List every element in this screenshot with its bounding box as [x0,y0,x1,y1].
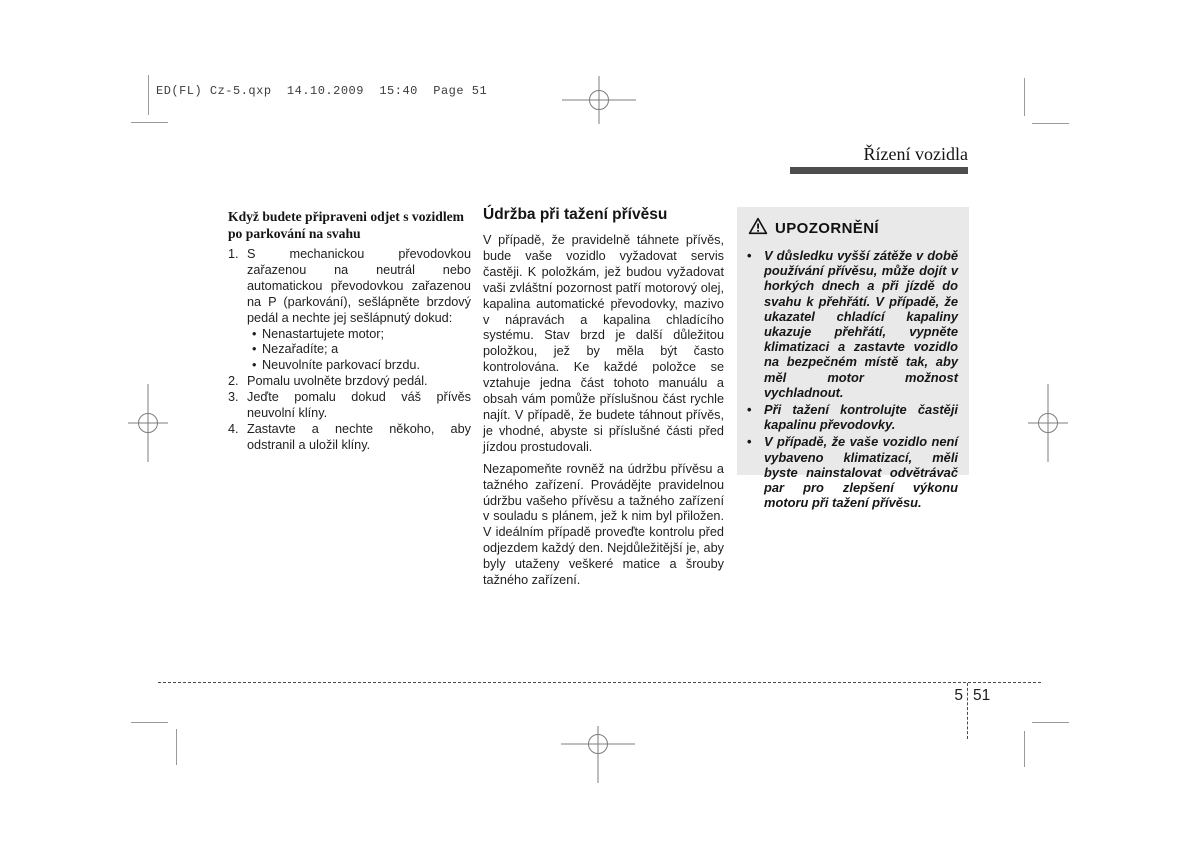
caution-bullet-text: V případě, že vaše vozidlo není vybaveno klimatizací, měli byste nainstalovat odvětrávač par pro zlepšení výkonu motoru při tažení přívěsu. [764,434,958,511]
list-number: 2. [228,374,239,389]
bullet-marker: • [747,248,752,263]
caution-bullet-item [747,248,958,400]
list-number: 3. [228,390,239,405]
bullet-marker: • [252,358,257,373]
crop-mark [1024,731,1025,767]
caution-bullet-item [747,434,958,510]
warning-icon [748,217,768,240]
list-item-text: Pomalu uvolněte brzdový pedál. [247,374,428,389]
list-item [228,390,471,422]
caution-bullet-item [747,402,958,432]
caution-bullet-text: Při tažení kontrolujte častěji kapalinu převodovky. [764,402,958,433]
registration-mark-icon [561,726,635,783]
caution-bullet-text: V důsledku vyšší zátěže v době používání přívěsu, může dojít v horkých dnech a při jízdě do svahu k přehřátí. V případě, že ukazatel chladící kapaliny ukazuje přehřátí, vypněte klimatizaci a zastavte vozidlo na bezpečném místě tak, aby měl motor možnost vychladnout. [764,248,958,400]
section-heading-maintenance: Údržba při tažení přívěsu [483,206,668,223]
bullet-text: Neuvolníte parkovací brzdu. [262,358,420,373]
bullet-item [228,327,471,343]
list-item-text: Jeďte pomalu dokud váš přívěs neuvolní klíny. [247,390,471,421]
crop-mark [131,722,168,723]
footer-rule [158,682,1041,683]
list-item-text: S mechanickou převodovkou zařazenou na neutrál nebo automatickou převodovkou zařazenou na P (parkování), sešlápněte brzdový pedál a nechte jej sešlápnutý dokud: [247,247,471,325]
list-number: 4. [228,421,239,436]
bullet-item [228,342,471,358]
crop-mark [1032,722,1069,723]
bullet-text: Nenastartujete motor; [262,326,384,341]
caution-title [748,217,958,240]
caution-box [737,207,969,511]
list-number: 1. [228,247,239,261]
bullet-text: Nezařadíte; a [262,342,339,357]
list-item [228,247,471,327]
paragraph: V případě, že pravidelně táhnete přívěs, bude vaše vozidlo vyžadovat servis častěji. K položkám, jež budou vyžadovat vaši zvláštní pozornost patří motorový olej, kapalina automatické převodovky, mazivo v nápravách a kapalina chladícího systému. Stav brzd je další důležitou položkou, jež by měla být často kontrolována. Ke každé položce se vztahuje jedna část tohoto manuálu a obsah vám pomůže příslušnou část rychle najít. V případě, že budete táhnout přívěs, je vhodné, abyste si příslušné části před jízdou prostudovali. [483,233,724,454]
bullet-marker: • [747,434,752,450]
bullet-item [228,358,471,374]
print-slug: ED(FL) Cz-5.qxp 14.10.2009 15:40 Page 51 [156,84,488,98]
registration-mark-icon [128,384,168,462]
column-middle [483,206,724,595]
crop-mark [1032,123,1069,124]
page-number-chapter: 5 [954,687,963,704]
bullet-marker: • [252,326,257,341]
registration-mark-icon [1028,384,1068,462]
crop-mark [176,729,177,765]
page-number-separator [967,683,968,739]
paragraph: Nezapomeňte rovněž na údržbu přívěsu a tažného zařízení. Provádějte pravidelnou údržbu vašeho přívěsu a tažného zařízení v souladu s plánem, jež k nim byl přiložen. V ideálním případě proveďte kontrolu před odjezdem každý den. Nejdůležitější je, aby byly utaženy veškeré matice a šrouby tažného zařízení. [483,461,724,588]
registration-mark-icon [562,76,636,124]
crop-mark [148,75,149,115]
list-item [228,374,471,390]
bullet-marker: • [252,342,257,357]
section-heading-parking: Když budete připraveni odjet s vozidlem po parkování na svahu [228,209,464,241]
chapter-title-bar [790,167,968,174]
column-left [228,208,471,454]
list-item [228,422,471,454]
crop-mark [1024,78,1025,116]
list-item-text: Zastavte a nechte někoho, aby odstranil a uložil klíny. [247,421,471,452]
bullet-marker: • [747,402,752,418]
caution-title-text: UPOZORNĚNÍ [775,220,880,237]
crop-mark [131,122,168,123]
page-number-page: 51 [973,687,991,704]
chapter-title: Řízení vozidla [863,144,968,164]
